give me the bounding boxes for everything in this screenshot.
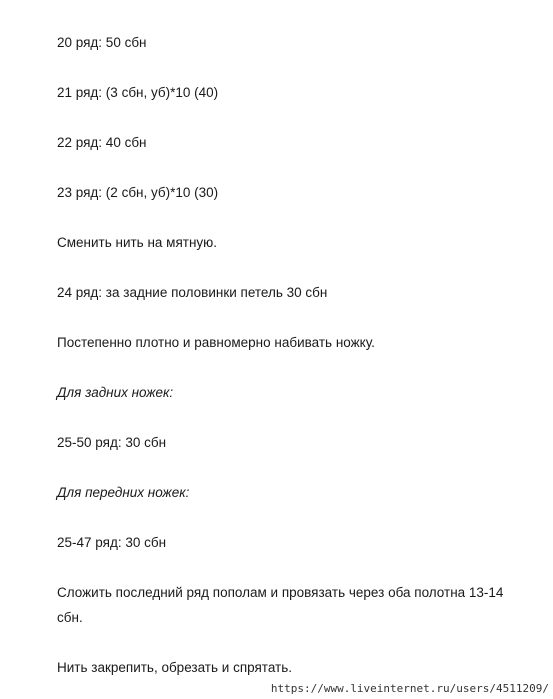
watermark-url: https://www.liveinternet.ru/users/4511209/ [270,682,549,695]
change-yarn-text: Сменить нить на мятную. [57,235,218,250]
row-21-text: 21 ряд: (3 сбн, уб)*10 (40) [57,85,219,100]
hind-legs-heading: Для задних ножек: [57,385,174,400]
row-23-text: 23 ряд: (2 сбн, уб)*10 (30) [57,185,219,200]
rows-25-47-text: 25-47 ряд: 30 сбн [57,535,167,550]
row-24-text: 24 ряд: за задние половинки петель 30 сбн [57,285,328,300]
fold-instruction-text: Сложить последний ряд пополам и провязать через оба полотна 13-14 [57,585,504,600]
rows-25-50-text: 25-50 ряд: 30 сбн [57,435,167,450]
finish-instruction-text: Нить закрепить, обрезать и спрятать. [57,660,293,675]
row-22-text: 22 ряд: 40 сбн [57,135,147,150]
front-legs-heading: Для передних ножек: [57,485,190,500]
stuffing-instruction-text: Постепенно плотно и равномерно набивать ножку. [57,335,375,350]
row-20-text: 20 ряд: 50 сбн [57,35,147,50]
fold-instruction-continuation: сбн. [57,610,83,625]
